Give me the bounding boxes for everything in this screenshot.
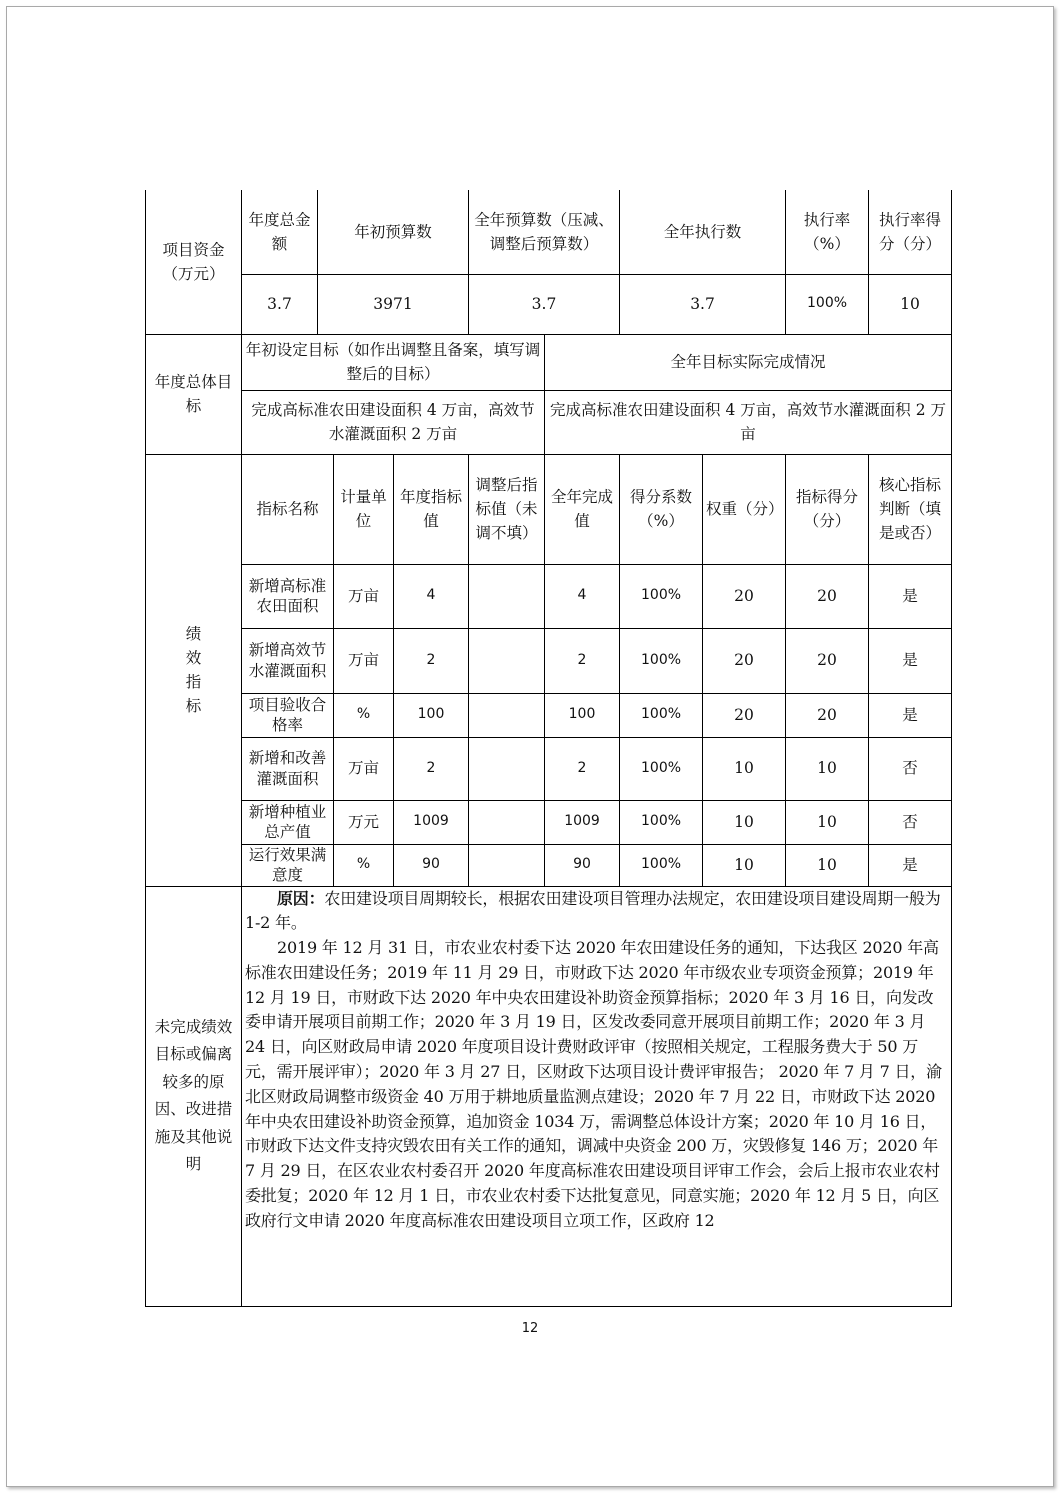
perf-name: 新增种植业总产值 <box>242 800 334 844</box>
perf-unit: % <box>334 844 394 886</box>
funds-value-initial-budget: 3971 <box>318 274 469 334</box>
perf-score: 20 <box>786 628 869 693</box>
funds-value-exec-rate: 100% <box>786 274 869 334</box>
funds-value-executed: 3.7 <box>620 274 786 334</box>
reasons-label: 未完成绩效目标或偏离较多的原因、改进措施及其他说明 <box>146 886 242 1306</box>
goals-actual-header: 全年目标实际完成情况 <box>545 334 952 390</box>
perf-coef: 100% <box>620 628 703 693</box>
funds-header-executed: 全年执行数 <box>620 190 786 274</box>
perf-unit: % <box>334 693 394 737</box>
perf-unit: 万元 <box>334 800 394 844</box>
perf-actual: 2 <box>545 737 620 800</box>
perf-name: 项目验收合格率 <box>242 693 334 737</box>
perf-unit: 万亩 <box>334 564 394 628</box>
perf-weight: 20 <box>703 564 786 628</box>
perf-adjusted <box>469 628 545 693</box>
perf-target: 4 <box>394 564 469 628</box>
perf-core: 是 <box>869 844 952 886</box>
goals-label: 年度总体目标 <box>146 334 242 454</box>
performance-label-char: 指 <box>185 673 202 691</box>
goals-initial-text: 完成高标准农田建设面积 4 万亩，高效节水灌溉面积 2 万亩 <box>242 390 545 454</box>
funds-value-exec-score: 10 <box>869 274 952 334</box>
perf-weight: 10 <box>703 737 786 800</box>
perf-unit: 万亩 <box>334 737 394 800</box>
perf-header-coef: 得分系数（%） <box>620 454 703 564</box>
perf-adjusted <box>469 693 545 737</box>
perf-header-actual: 全年完成值 <box>545 454 620 564</box>
perf-actual: 2 <box>545 628 620 693</box>
perf-core: 是 <box>869 564 952 628</box>
funds-header-full-year-budget: 全年预算数（压减、调整后预算数） <box>469 190 620 274</box>
reasons-para2: 2019 年 12 月 31 日，市农业农村委下达 2020 年农田建设任务的通知，下达我区 2020 年高标准农田建设任务；2019 年 11 月 29 日，市财政下达 2020 年市级农业专项资金预算；2019 年 12 月 19 日，市财政下达 2020 年中央农田建设补助资金预算指标；2020 年 3 月 16 日，向发改委申请开展项目前期工作；2020 年 3 月 19 日，区发改委同意开展项目前期工作；2020 年 3 月 24 日，向区财政局申请 2020 年度项目设计费财政评审（按照相关规定，工程服务费大于 50 万元，需开展评审）；2020 年 3 月 27 日，区财政下达项目设计费评审报告； 2020 年 7 月 7 日，渝北区财政局调整市级资金 40 万用于耕地质量监测点建设；2020 年 7 月 22 日，市财政下达 2020 年中央农田建设补助资金预算，追加资金 1034 万，需调整总体设计方案；2020 年 10 月 16 日，市财政下达文件支持灾毁农田有关工作的通知，调减中央资金 200 万，灾毁修复 146 万；2020 年 7 月 29 日，在区农业农村委召开 2020 年度高标准农田建设项目评审工作会，会后上报市农业农村委批复；2020 年 12 月 1 日，市农业农村委下达批复意见，同意实施；2020 年 12 月 5 日，向区政府行文申请 2020 年度高标准农田建设项目立项工作，区政府 12 <box>245 938 942 1230</box>
perf-weight: 20 <box>703 628 786 693</box>
table-row <box>146 737 952 800</box>
funds-header-initial-budget: 年初预算数 <box>318 190 469 274</box>
perf-core: 否 <box>869 737 952 800</box>
perf-score: 20 <box>786 693 869 737</box>
perf-target: 2 <box>394 737 469 800</box>
perf-header-name: 指标名称 <box>242 454 334 564</box>
funds-header-annual-total: 年度总金额 <box>242 190 318 274</box>
perf-adjusted <box>469 844 545 886</box>
perf-header-weight: 权重（分） <box>703 454 786 564</box>
perf-core: 是 <box>869 628 952 693</box>
funds-header-exec-score: 执行率得分（分） <box>869 190 952 274</box>
perf-name: 新增高效节水灌溉面积 <box>242 628 334 693</box>
perf-weight: 10 <box>703 800 786 844</box>
perf-weight: 20 <box>703 693 786 737</box>
perf-weight: 10 <box>703 844 786 886</box>
perf-header-unit: 计量单位 <box>334 454 394 564</box>
perf-actual: 4 <box>545 564 620 628</box>
performance-label-char: 绩 <box>185 624 202 643</box>
performance-table <box>145 190 952 1307</box>
perf-score: 10 <box>786 800 869 844</box>
performance-label-char: 效 <box>185 648 202 667</box>
goals-actual-text: 完成高标准农田建设面积 4 万亩，高效节水灌溉面积 2 万亩 <box>545 390 952 454</box>
perf-target: 2 <box>394 628 469 693</box>
perf-header-core: 核心指标判断（填是或否） <box>869 454 952 564</box>
funds-value-annual-total: 3.7 <box>242 274 318 334</box>
perf-coef: 100% <box>620 693 703 737</box>
perf-coef: 100% <box>620 564 703 628</box>
perf-adjusted <box>469 564 545 628</box>
table-row <box>146 693 952 737</box>
table-row <box>146 564 952 628</box>
performance-label <box>146 454 242 886</box>
page-number: 12 <box>521 1321 539 1336</box>
perf-target: 90 <box>394 844 469 886</box>
perf-header-score: 指标得分（分） <box>786 454 869 564</box>
perf-header-target: 年度指标值 <box>394 454 469 564</box>
perf-name: 运行效果满意度 <box>242 844 334 886</box>
perf-target: 100 <box>394 693 469 737</box>
perf-core: 否 <box>869 800 952 844</box>
funds-value-full-year-budget: 3.7 <box>469 274 620 334</box>
perf-score: 20 <box>786 564 869 628</box>
perf-target: 1009 <box>394 800 469 844</box>
reasons-para1: 农田建设项目周期较长，根据农田建设项目管理办法规定，农田建设项目建设周期一般为 1-2 年。 <box>245 888 941 933</box>
goals-initial-header: 年初设定目标（如作出调整且备案，填写调整后的目标） <box>242 334 545 390</box>
perf-coef: 100% <box>620 800 703 844</box>
reasons-lead: 原因： <box>277 888 325 908</box>
perf-score: 10 <box>786 844 869 886</box>
performance-label-text <box>149 622 238 718</box>
performance-label-char: 标 <box>185 697 202 716</box>
table-row <box>146 800 952 844</box>
table-row <box>146 628 952 693</box>
table-row <box>146 844 952 886</box>
perf-actual: 100 <box>545 693 620 737</box>
perf-adjusted <box>469 800 545 844</box>
perf-unit: 万亩 <box>334 628 394 693</box>
perf-name: 新增和改善灌溉面积 <box>242 737 334 800</box>
perf-name: 新增高标准农田面积 <box>242 564 334 628</box>
perf-actual: 1009 <box>545 800 620 844</box>
perf-coef: 100% <box>620 844 703 886</box>
perf-core: 是 <box>869 693 952 737</box>
perf-score: 10 <box>786 737 869 800</box>
reasons-body <box>242 886 952 1306</box>
perf-header-adjusted: 调整后指标值（未调不填） <box>469 454 545 564</box>
funds-label: 项目资金（万元） <box>146 190 242 334</box>
perf-coef: 100% <box>620 737 703 800</box>
perf-actual: 90 <box>545 844 620 886</box>
funds-header-exec-rate: 执行率（%） <box>786 190 869 274</box>
perf-adjusted <box>469 737 545 800</box>
